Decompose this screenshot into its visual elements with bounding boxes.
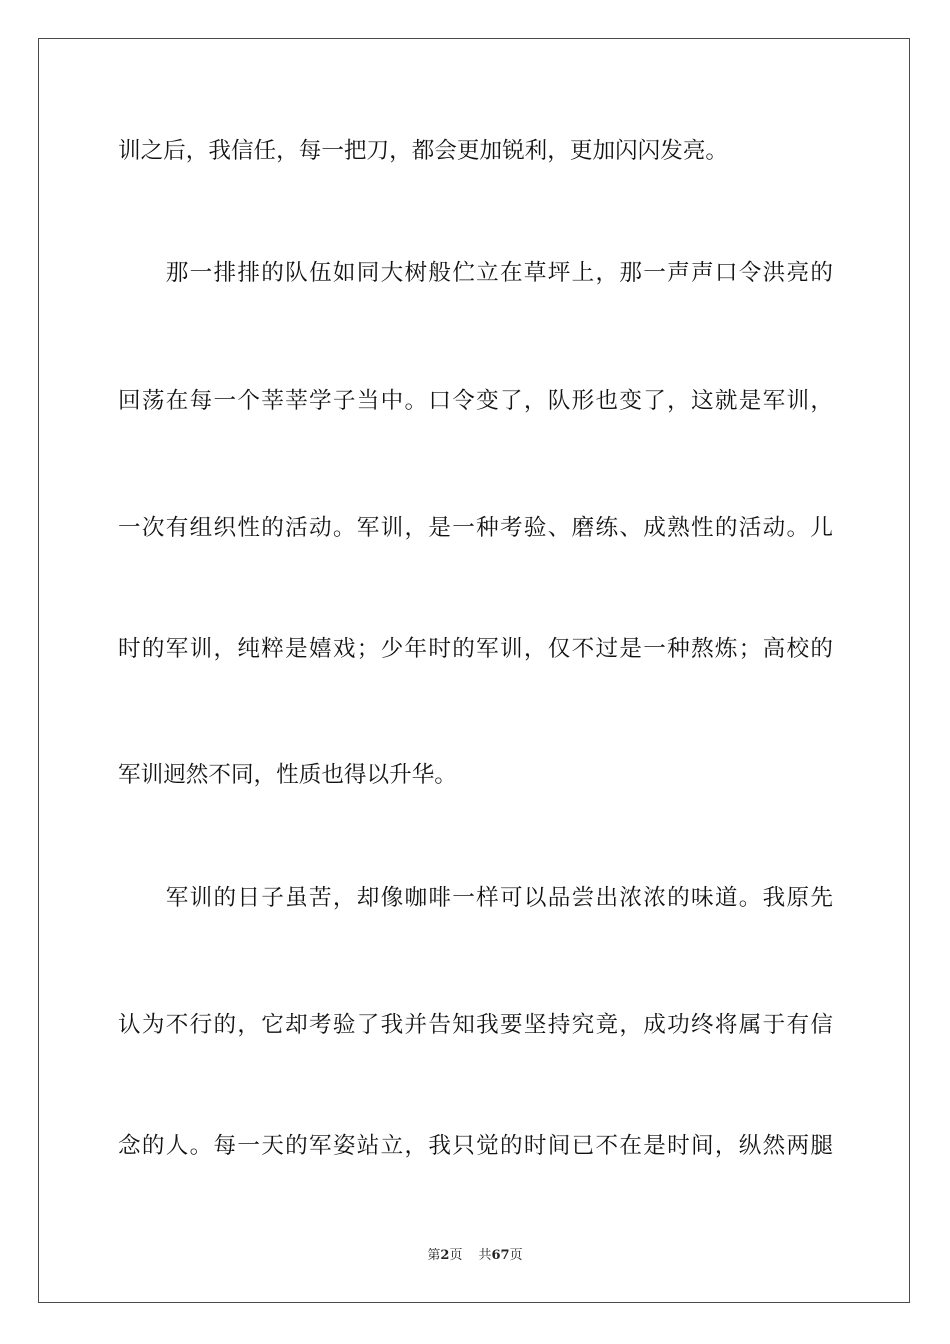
paragraph-line-8: 认为不行的，它却考验了我并告知我要坚持究竟，成功终将属于有信 <box>118 1012 833 1038</box>
paragraph-line-6: 军训迥然不同，性质也得以升华。 <box>118 762 457 788</box>
page-border <box>38 38 910 1303</box>
paragraph-line-9: 念的人。每一天的军姿站立，我只觉的时间已不在是时间，纵然两腿 <box>118 1133 833 1159</box>
footer-page-number: 2 <box>440 1248 450 1263</box>
paragraph-line-1: 训之后，我信任，每一把刀，都会更加锐利，更加闪闪发亮。 <box>118 138 729 164</box>
paragraph-line-7: 军训的日子虽苦，却像咖啡一样可以品尝出浓浓的味道。我原先 <box>118 885 833 911</box>
paragraph-line-4: 一次有组织性的活动。军训，是一种考验、磨练、成熟性的活动。儿 <box>118 515 833 541</box>
paragraph-line-2: 那一排排的队伍如同大树般伫立在草坪上，那一声声口令洪亮的 <box>118 260 833 286</box>
footer-page-prefix: 第 <box>427 1248 441 1263</box>
footer-total-suffix: 页 <box>509 1248 523 1263</box>
footer-total-prefix: 共 <box>478 1248 492 1263</box>
paragraph-line-3: 回荡在每一个莘莘学子当中。口令变了，队形也变了，这就是军训， <box>118 388 833 414</box>
paragraph-line-5: 时的军训，纯粹是嬉戏；少年时的军训，仅不过是一种熬炼；高校的 <box>118 636 833 662</box>
page-footer <box>0 1244 950 1263</box>
footer-page-suffix: 页 <box>449 1248 463 1263</box>
footer-total-number: 67 <box>491 1248 510 1263</box>
